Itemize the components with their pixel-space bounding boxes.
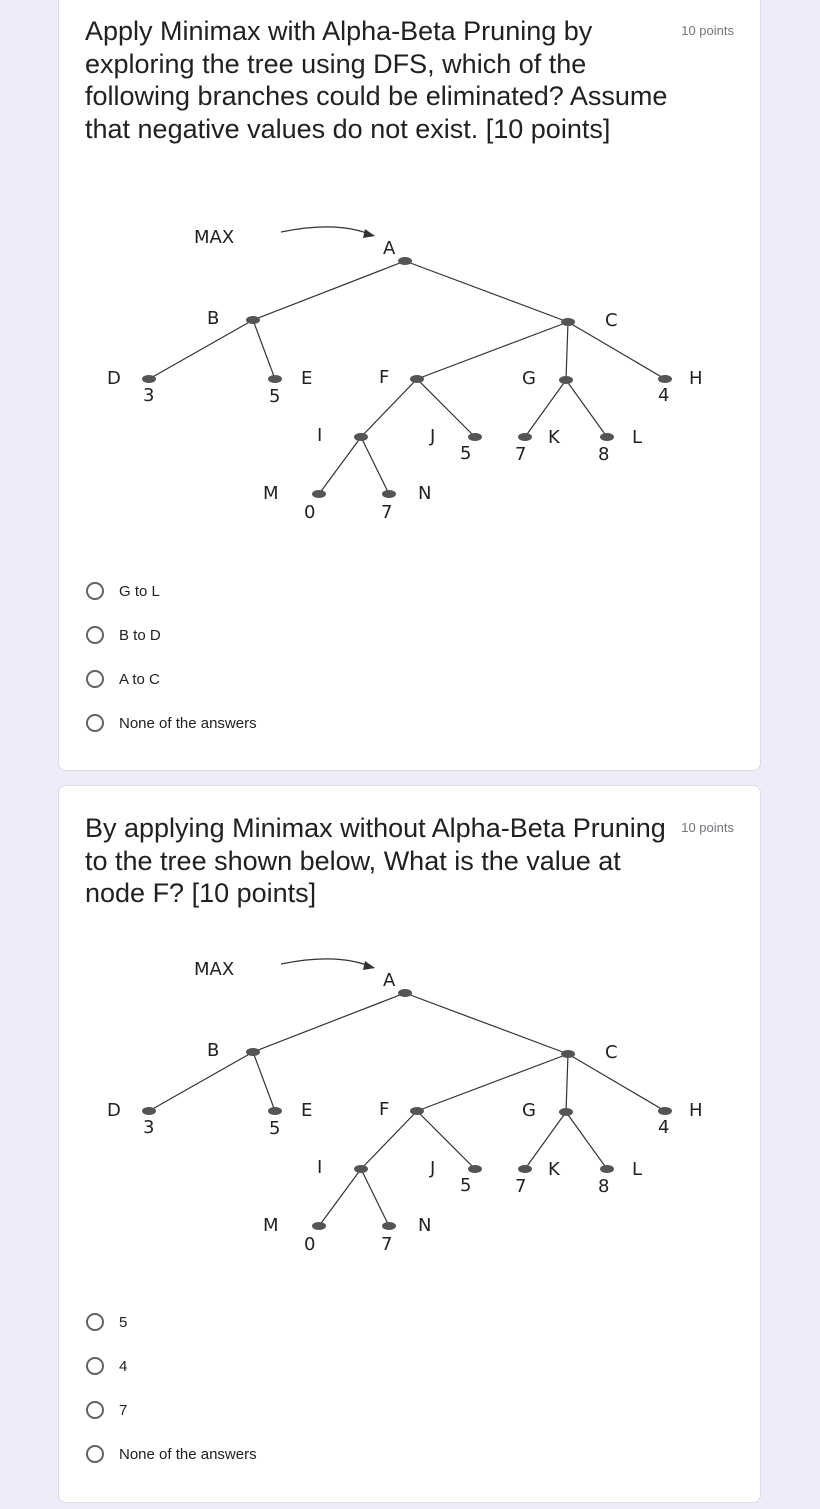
node-label-f: F bbox=[379, 1099, 390, 1120]
node-label-m: M bbox=[263, 483, 279, 504]
radio-button[interactable] bbox=[86, 582, 104, 600]
answer-option[interactable]: None of the answers bbox=[85, 1432, 257, 1476]
value-e: 5 bbox=[269, 1118, 281, 1139]
radio-button[interactable] bbox=[86, 1357, 104, 1375]
max-arrow bbox=[281, 959, 374, 968]
question-card-1 bbox=[58, 0, 761, 771]
node-label-h: H bbox=[689, 368, 703, 389]
node-label-j: J bbox=[430, 426, 436, 447]
node-label-a: A bbox=[383, 238, 396, 259]
node-label-b: B bbox=[207, 308, 220, 329]
answer-option[interactable]: 4 bbox=[85, 1344, 257, 1388]
answer-option[interactable]: G to L bbox=[85, 569, 257, 613]
answer-option[interactable]: A to C bbox=[85, 657, 257, 701]
node-label-c: C bbox=[605, 310, 618, 331]
radio-button[interactable] bbox=[86, 670, 104, 688]
value-j: 5 bbox=[460, 443, 472, 464]
node-label-e: E bbox=[301, 368, 313, 389]
node-label-k: K bbox=[548, 1159, 560, 1180]
node-label-m: M bbox=[263, 1215, 279, 1236]
answer-option[interactable]: 7 bbox=[85, 1388, 257, 1432]
points-label: 10 points bbox=[681, 23, 734, 38]
node-label-l: L bbox=[632, 1159, 643, 1180]
value-k: 7 bbox=[515, 444, 527, 465]
answer-options bbox=[85, 1300, 257, 1476]
answer-option[interactable]: None of the answers bbox=[85, 701, 257, 745]
max-label: MAX bbox=[194, 227, 235, 248]
question-title: By applying Minimax without Alpha-Beta Pruning to the tree shown below, What is the value at node F? [10 points] bbox=[85, 813, 666, 908]
value-n: 7 bbox=[381, 502, 393, 523]
value-l: 8 bbox=[598, 444, 610, 465]
node-label-i: I bbox=[317, 425, 323, 446]
value-k: 7 bbox=[515, 1176, 527, 1197]
question-title: Apply Minimax with Alpha-Beta Pruning by exploring the tree using DFS, which of the following branches could be eliminated? Assume that negative values do not exist. [10 points] bbox=[85, 16, 668, 144]
value-h: 4 bbox=[658, 385, 670, 406]
node-label-j: J bbox=[430, 1158, 436, 1179]
node-label-k: K bbox=[548, 427, 560, 448]
radio-button[interactable] bbox=[86, 1445, 104, 1463]
question-card-2 bbox=[58, 785, 761, 1503]
value-d: 3 bbox=[143, 1117, 155, 1138]
node-label-i: I bbox=[317, 1157, 323, 1178]
value-e: 5 bbox=[269, 386, 281, 407]
node-label-c: C bbox=[605, 1042, 618, 1063]
node-label-d: D bbox=[107, 368, 121, 389]
answer-option[interactable]: 5 bbox=[85, 1300, 257, 1344]
node-label-n: N bbox=[418, 1215, 432, 1236]
max-label: MAX bbox=[194, 959, 235, 980]
points-label: 10 points bbox=[681, 820, 734, 835]
node-label-b: B bbox=[207, 1040, 220, 1061]
node-label-h: H bbox=[689, 1100, 703, 1121]
answer-options bbox=[85, 569, 257, 745]
node-label-f: F bbox=[379, 367, 390, 388]
max-arrow bbox=[281, 227, 374, 236]
value-l: 8 bbox=[598, 1176, 610, 1197]
node-label-g: G bbox=[522, 1100, 536, 1121]
radio-button[interactable] bbox=[86, 1313, 104, 1331]
value-m: 0 bbox=[304, 1234, 316, 1255]
value-h: 4 bbox=[658, 1117, 670, 1138]
radio-button[interactable] bbox=[86, 714, 104, 732]
value-m: 0 bbox=[304, 502, 316, 523]
node-label-d: D bbox=[107, 1100, 121, 1121]
answer-option[interactable]: B to D bbox=[85, 613, 257, 657]
node-label-a: A bbox=[383, 970, 396, 991]
radio-button[interactable] bbox=[86, 1401, 104, 1419]
game-tree-diagram bbox=[89, 948, 729, 1288]
game-tree-diagram bbox=[89, 216, 729, 556]
node-label-n: N bbox=[418, 483, 432, 504]
value-d: 3 bbox=[143, 385, 155, 406]
node-label-e: E bbox=[301, 1100, 313, 1121]
radio-button[interactable] bbox=[86, 626, 104, 644]
node-label-g: G bbox=[522, 368, 536, 389]
node-label-l: L bbox=[632, 427, 643, 448]
value-n: 7 bbox=[381, 1234, 393, 1255]
value-j: 5 bbox=[460, 1175, 472, 1196]
